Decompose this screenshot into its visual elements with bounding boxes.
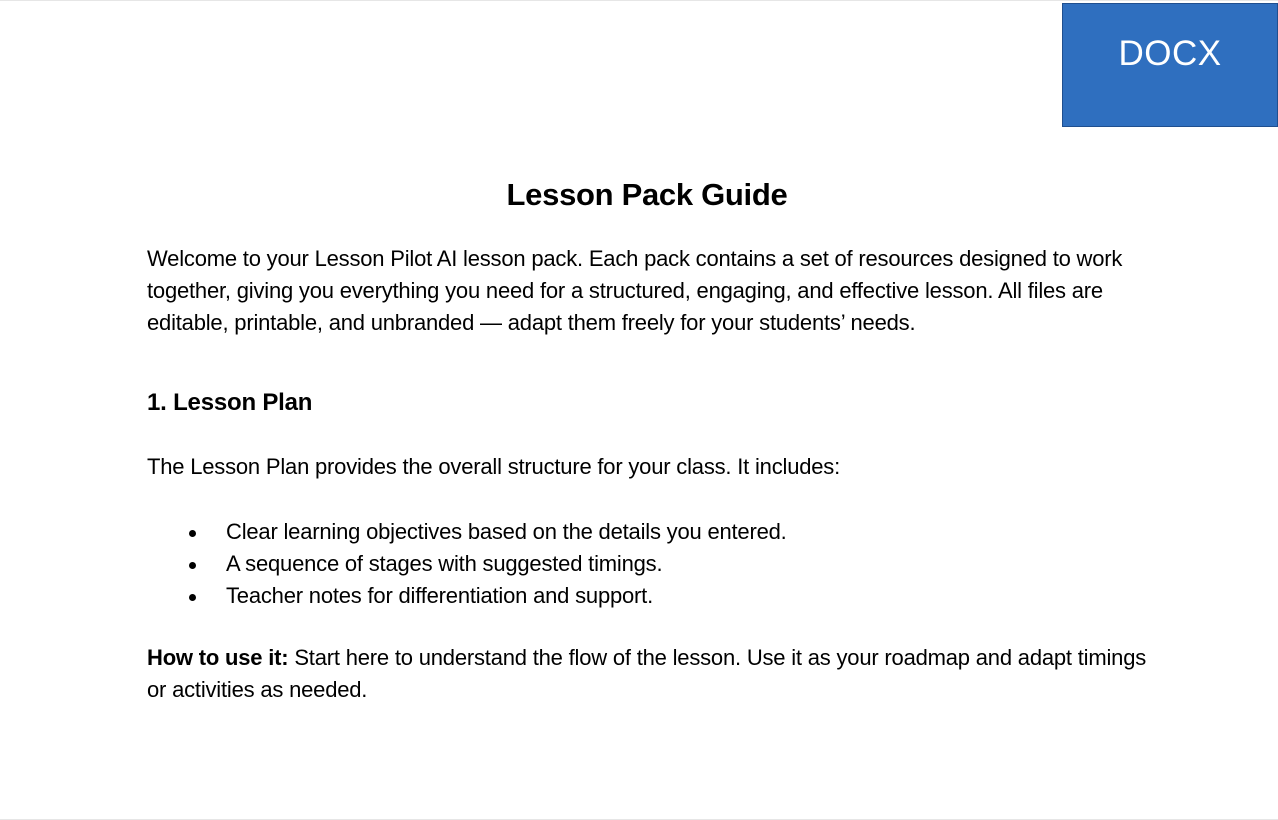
list-item <box>147 516 1147 548</box>
section-heading-lesson-plan: 1. Lesson Plan <box>147 389 313 416</box>
list-item-text: A sequence of stages with suggested timings. <box>226 551 663 576</box>
how-to-use-text: Start here to understand the flow of the lesson. Use it as your roadmap and adapt timings or activities as needed. <box>147 645 1147 702</box>
document-title: Lesson Pack Guide <box>506 177 788 212</box>
list-item <box>147 548 1147 580</box>
list-item <box>147 580 1147 612</box>
list-item-text: Teacher notes for differentiation and support. <box>226 583 654 608</box>
bullet-list <box>147 516 1147 612</box>
intro-paragraph: Welcome to your Lesson Pilot AI lesson pack. Each pack contains a set of resources designed to work together, giving you everything you need for a structured, engaging, and effective lesson. All files are editable, printable, and unbranded — adapt them freely for your students’ needs. <box>147 246 1123 335</box>
how-to-use-label: How to use it: <box>147 645 289 670</box>
file-type-badge: DOCX <box>1062 3 1278 127</box>
how-to-use-paragraph <box>147 642 1147 706</box>
bullet-icon <box>189 562 196 569</box>
bullet-icon <box>189 594 196 601</box>
list-item-text: Clear learning objectives based on the details you entered. <box>226 519 787 544</box>
section-intro-paragraph: The Lesson Plan provides the overall structure for your class. It includes: <box>147 454 841 479</box>
bullet-icon <box>189 530 196 537</box>
document-content <box>147 177 1147 706</box>
